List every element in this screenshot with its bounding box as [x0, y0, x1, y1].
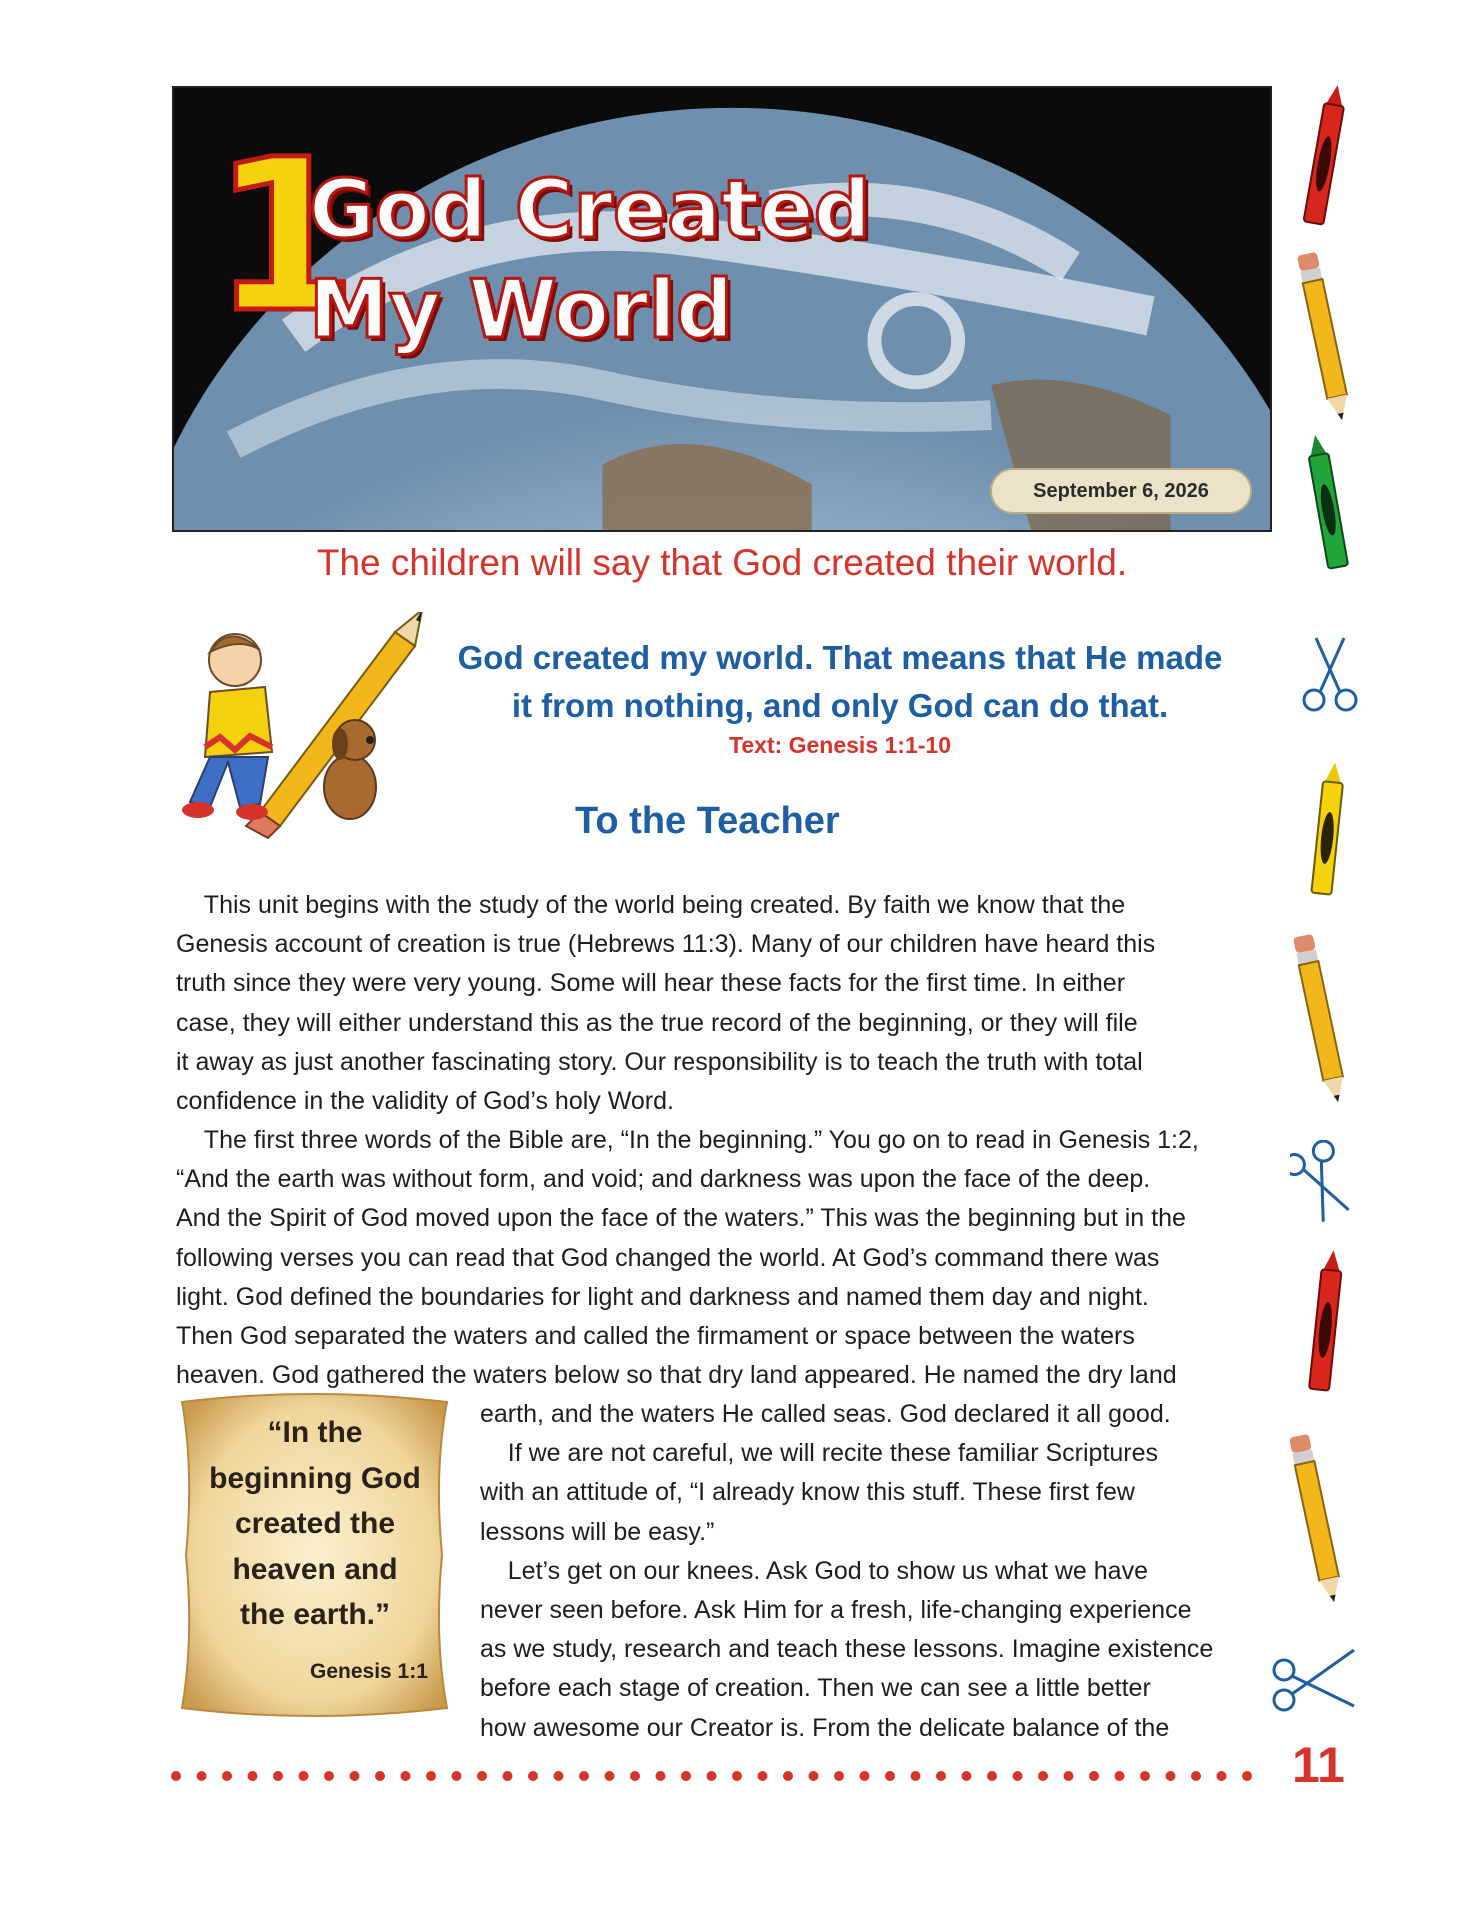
green-crayon-icon — [1300, 432, 1354, 574]
text-line: Then God separated the waters and called the firmament or space between the waters — [176, 1322, 1135, 1351]
divider-dot — [503, 1771, 513, 1781]
scissors-icon — [1300, 634, 1360, 716]
text-line: light. God defined the boundaries for light and darkness and named them day and night. — [176, 1282, 1149, 1311]
lesson-aim: The children will say that God created their world. — [316, 542, 1128, 583]
text-line: And the Spirit of God moved upon the face of the waters.” This was the beginning but in the — [176, 1204, 1186, 1233]
divider-dot — [452, 1771, 462, 1781]
key-thought-line-2: it from nothing, and only God can do that. — [511, 687, 1169, 724]
divider-dot — [962, 1771, 972, 1781]
divider-dot — [248, 1771, 258, 1781]
text-line: how awesome our Creator is. From the delicate balance of the — [480, 1713, 1170, 1742]
divider-dot — [197, 1771, 207, 1781]
divider-dot — [1242, 1771, 1252, 1781]
text-line: confidence in the validity of God’s holy Word. — [176, 1087, 674, 1116]
text-line: The first three words of the Bible are, “In the beginning.” You go on to read in Genesis 1:2, — [203, 1126, 1199, 1154]
red-crayon-icon — [1300, 82, 1350, 232]
divider-dot — [554, 1771, 564, 1781]
key-thought — [410, 634, 1270, 730]
text-line: lessons will be easy.” — [480, 1517, 715, 1546]
lesson-number: 1 — [212, 114, 351, 359]
divider-dot — [1140, 1771, 1150, 1781]
title-line-1: God Created — [309, 163, 871, 256]
divider-dot — [860, 1771, 870, 1781]
text-line: earth, and the waters He called seas. God declared it all good. — [480, 1400, 1171, 1428]
text-line: This unit begins with the study of the world being created. By faith we know that the — [203, 891, 1126, 919]
title-line-2: My World — [309, 263, 734, 356]
paragraph-3 — [480, 1395, 1280, 1748]
scissors-icon — [1290, 1140, 1356, 1222]
text-line: truth since they were very young. Some will hear these facts for the first time. In either — [176, 969, 1126, 998]
divider-dot — [1166, 1771, 1176, 1781]
divider-dot — [681, 1771, 691, 1781]
divider-dot — [528, 1771, 538, 1781]
paragraph-2 — [176, 1121, 1276, 1395]
text-line: it away as just another fascinating story. Our responsibility is to teach the truth with total — [176, 1047, 1143, 1076]
pencil-icon — [1296, 244, 1352, 426]
boy-with-pencil-illustration — [180, 612, 440, 840]
verse-line: “In the — [267, 1416, 363, 1449]
divider-dot — [936, 1771, 946, 1781]
divider-dot — [1064, 1771, 1074, 1781]
section-heading: To the Teacher — [575, 800, 840, 842]
text-line: never seen before. Ask Him for a fresh, life-changing experience — [480, 1596, 1192, 1625]
divider-dot — [426, 1771, 436, 1781]
verse-line: heaven and — [232, 1552, 398, 1586]
text-line: Genesis account of creation is true (Hebrews 11:3). Many of our children have heard this — [176, 930, 1156, 959]
divider-dot — [758, 1771, 768, 1781]
divider-dot — [1038, 1771, 1048, 1781]
divider-dot — [732, 1771, 742, 1781]
text-line: case, they will either understand this as the true record of the beginning, or they will file — [176, 1008, 1138, 1037]
divider-dot — [630, 1771, 640, 1781]
paragraph-1 — [176, 886, 1276, 1121]
divider-dot — [834, 1771, 844, 1781]
divider-dot — [605, 1771, 615, 1781]
text-line: “And the earth was without form, and void; and darkness was upon the face of the deep. — [176, 1165, 1151, 1194]
memory-verse-reference: Genesis 1:1 — [310, 1660, 428, 1683]
divider-dot — [1217, 1771, 1227, 1781]
text-line: If we are not careful, we will recite these familiar Scriptures — [480, 1439, 1159, 1468]
divider-dot — [171, 1771, 181, 1781]
scissors-icon — [1270, 1640, 1360, 1716]
divider-dot — [987, 1771, 997, 1781]
text-line: following verses you can read that God changed the world. At God’s command there was — [176, 1243, 1160, 1272]
divider-dot — [401, 1771, 411, 1781]
yellow-crayon-icon — [1302, 760, 1354, 900]
divider-dot — [1089, 1771, 1099, 1781]
date-badge: September 6, 2026 — [990, 468, 1252, 514]
scripture-reference: Text: Genesis 1:1-10 — [728, 732, 951, 758]
red-crayon-icon — [1300, 1248, 1352, 1398]
divider-dot — [809, 1771, 819, 1781]
divider-dot — [299, 1771, 309, 1781]
verse-line: beginning God — [209, 1461, 421, 1495]
dotted-divider — [170, 1768, 1270, 1784]
pencil-icon — [1292, 926, 1348, 1108]
key-thought-line-1: God created my world. That means that He made — [457, 639, 1223, 676]
divider-dot — [783, 1771, 793, 1781]
text-line: before each stage of creation. Then we can see a little better — [480, 1674, 1151, 1703]
divider-dot — [1191, 1771, 1201, 1781]
divider-dot — [324, 1771, 334, 1781]
text-line: heaven. God gathered the waters below so that dry land appeared. He named the dry land — [176, 1361, 1177, 1390]
divider-dot — [222, 1771, 232, 1781]
divider-dot — [477, 1771, 487, 1781]
page-number: 11 — [1292, 1737, 1345, 1793]
verse-line: created the — [234, 1507, 396, 1540]
divider-dot — [707, 1771, 717, 1781]
page-title — [309, 160, 871, 360]
text-line: as we study, research and teach these lessons. Imagine existence — [480, 1635, 1214, 1664]
text-line: Let’s get on our knees. Ask God to show us what we have — [480, 1556, 1148, 1585]
divider-dot — [273, 1771, 283, 1781]
divider-dot — [656, 1771, 666, 1781]
divider-dot — [911, 1771, 921, 1781]
divider-dot — [375, 1771, 385, 1781]
header-banner — [172, 86, 1272, 532]
verse-line: the earth.” — [239, 1598, 391, 1631]
text-line: with an attitude of, “I already know this stuff. These first few — [480, 1478, 1135, 1507]
divider-dot — [1115, 1771, 1125, 1781]
divider-dot — [1013, 1771, 1023, 1781]
divider-dot — [885, 1771, 895, 1781]
divider-dot — [350, 1771, 360, 1781]
pencil-icon — [1288, 1426, 1344, 1608]
divider-dot — [579, 1771, 589, 1781]
memory-verse — [180, 1410, 450, 1638]
